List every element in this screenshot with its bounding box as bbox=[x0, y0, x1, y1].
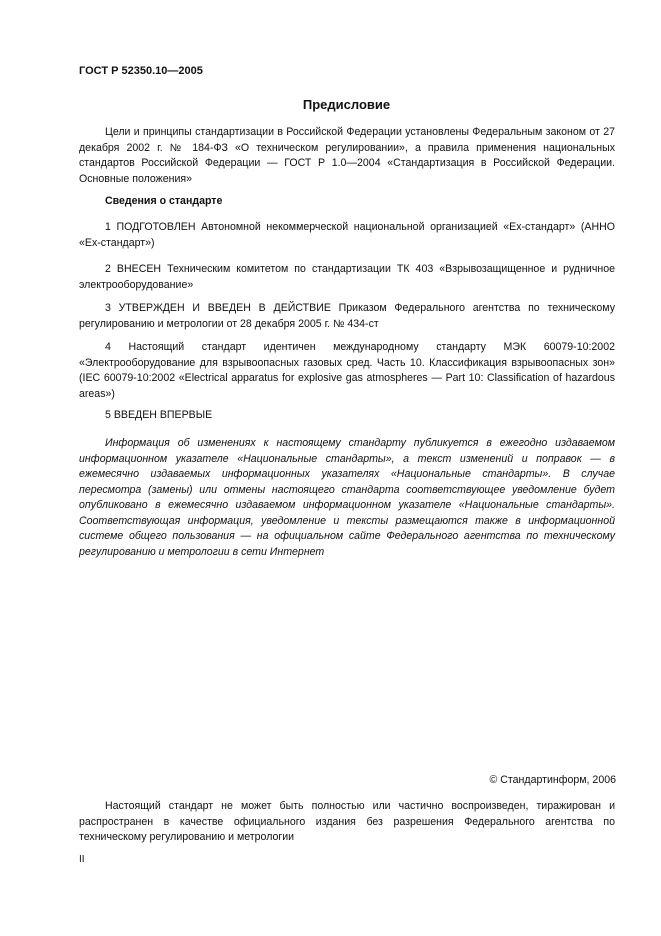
intro-paragraph: Цели и принципы стандартизации в Российской Федерации установлены Федеральным законом от 27 декабря 2002 г. № 184-ФЗ «О техническом регулировании», а правила применения национальных стандартов Российской Федерации — ГОСТ Р 1.0—2004 «Стандартизация в Российской Федерации. Основные положения» bbox=[79, 126, 615, 185]
section-heading: Сведения о стандарте bbox=[105, 195, 223, 207]
page-title-text: Предисловие bbox=[302, 97, 391, 112]
page-number: II bbox=[79, 854, 85, 865]
item-3: 3 УТВЕРЖДЕН И ВВЕДЕН В ДЕЙСТВИЕ Приказом Федерального агентства по техническому регулированию и метрологии от 28 декабря 2005 г. № 434-ст bbox=[79, 302, 615, 330]
standard-id: ГОСТ Р 52350.10—2005 bbox=[79, 65, 203, 77]
item-1: 1 ПОДГОТОВЛЕН Автономной некоммерческой национальной организацией «Ех-стандарт» (АННО «Ех-стандарт») bbox=[79, 221, 615, 249]
item-4: 4 Настоящий стандарт идентичен международному стандарту МЭК 60079-10:2002 «Электрооборудование для взрывоопасных газовых сред. Часть 10. Классификация взрывоопасных зон» (IEC 60079-10:2002 «Electrical apparatus for explosive gas atmospheres — Part 10: Classification of hazardous areas») bbox=[79, 341, 615, 400]
copyright: © Стандартинформ, 2006 bbox=[489, 774, 616, 786]
item-5: 5 ВВЕДЕН ВПЕРВЫЕ bbox=[105, 409, 213, 421]
reproduction-notice: Настоящий стандарт не может быть полностью или частично воспроизведен, тиражирован и распространен в качестве официального издания без разрешения Федерального агентства по техническому регулированию и метрологии bbox=[79, 800, 615, 843]
page-title bbox=[0, 97, 661, 113]
item-2: 2 ВНЕСЕН Техническим комитетом по стандартизации ТК 403 «Взрывозащищенное и рудничное электрооборудование» bbox=[79, 263, 615, 291]
notice-paragraph: Информация об изменениях к настоящему стандарту публикуется в ежегодно издаваемом информационном указателе «Национальные стандарты», а текст изменений и поправок — в ежемесячно издаваемых информационных указателях «Национальные стандарты». В случае пересмотра (замены) или отмены настоящего стандарта соответствующее уведомление будет опубликовано в ежемесячно издаваемом информационном указателе «Национальные стандарты». Соответствующая информация, уведомление и тексты размещаются также в информационной системе общего пользования — на официальном сайте Федерального агентства по техническому регулированию и метрологии в сети Интернет bbox=[79, 437, 615, 558]
